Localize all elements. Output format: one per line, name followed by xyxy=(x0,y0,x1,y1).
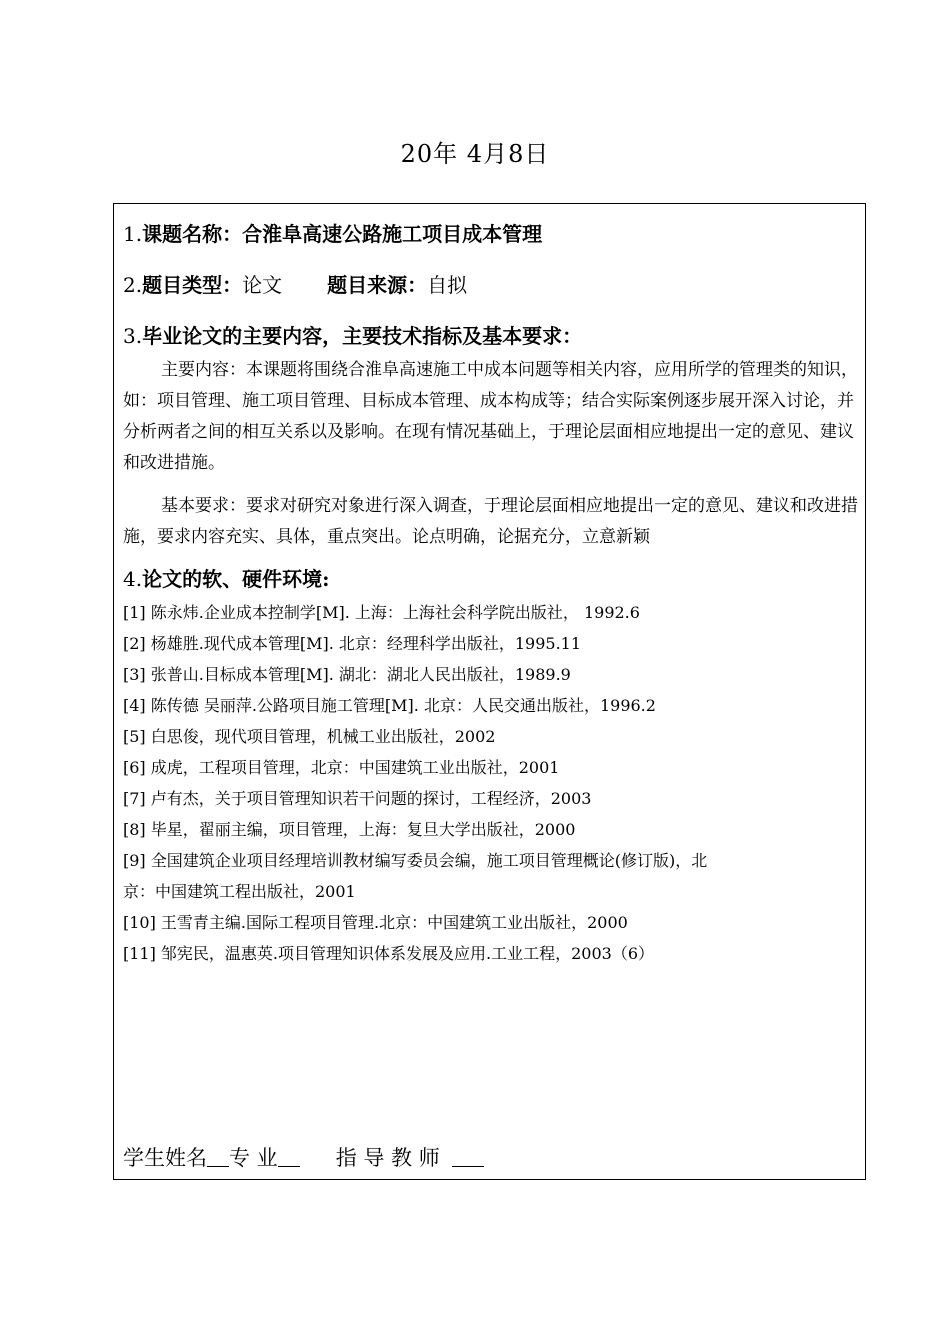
reference-item: [9] 全国建筑企业项目经理培训教材编写委员会编，施工项目管理概论(修订版)，北 xyxy=(123,851,708,870)
advisor-label: 指 导 教 师 xyxy=(335,1146,440,1170)
student-name-label: 学生姓名 xyxy=(123,1146,207,1170)
reference-item: [11] 邹宪民，温惠英.项目管理知识体系发展及应用.工业工程，2003（6） xyxy=(123,944,655,963)
reference-item: [8] 毕星，翟丽主编，项目管理，上海：复旦大学出版社，2000 xyxy=(123,820,576,839)
form-box xyxy=(113,203,866,1180)
section-4-number: 4. xyxy=(123,567,143,591)
major-blank[interactable] xyxy=(278,1144,300,1167)
reference-item: 京：中国建筑工程出版社，2001 xyxy=(123,882,356,901)
advisor-blank[interactable] xyxy=(452,1144,484,1167)
reference-item: [3] 张普山.目标成本管理[M]. 湖北：湖北人民出版社，1989.9 xyxy=(123,665,571,684)
reference-item: [10] 王雪青主编.国际工程项目管理.北京：中国建筑工业出版社，2000 xyxy=(123,913,628,932)
reference-item: [5] 白思俊，现代项目管理，机械工业出版社，2002 xyxy=(123,727,496,746)
section-2-heading xyxy=(123,269,467,298)
major-label: 专 业 xyxy=(229,1146,278,1170)
reference-item: [6] 成虎，工程项目管理，北京：中国建筑工业出版社，2001 xyxy=(123,758,560,777)
section-4-title: 论文的软、硬件环境: xyxy=(142,567,330,591)
topic-source-label: 题目来源： xyxy=(327,273,428,297)
topic-type-value: 论文 xyxy=(242,273,283,297)
reference-item: [7] 卢有杰，关于项目管理知识若干问题的探讨，工程经济，2003 xyxy=(123,789,592,808)
section-1-heading xyxy=(123,218,542,247)
reference-item: [2] 杨雄胜.现代成本管理[M]. 北京：经理科学出版社，1995.11 xyxy=(123,634,582,653)
topic-source-value: 自拟 xyxy=(427,273,468,297)
section-1-number: 1. xyxy=(123,222,143,246)
basic-requirements-paragraph: 基本要求：要求对研究对象进行深入调查，于理论层面相应地提出一定的意见、建议和改进措施，要求内容充实、具体，重点突出。论点明确，论据充分，立意新颖 xyxy=(123,496,858,547)
main-content-paragraph: 主要内容：本课题将围绕合淮阜高速施工中成本问题等相关内容，应用所学的管理类的知识，如：项目管理、施工项目管理、目标成本管理、成本构成等；结合实际案例逐步展开深入讨论，并分析两者之间的相互关系以及影响。在现有情况基础上，于理论层面相应地提出一定的意见、建议和改进措施。 xyxy=(123,360,858,473)
section-2-number: 2. xyxy=(123,273,143,297)
section-3-title: 毕业论文的主要内容，主要技术指标及基本要求： xyxy=(142,324,583,348)
section-3-number: 3. xyxy=(123,324,143,348)
topic-type-label: 题目类型： xyxy=(142,273,243,297)
reference-item: [1] 陈永炜.企业成本控制学[M]. 上海：上海社会科学院出版社， 1992.6 xyxy=(123,603,640,622)
reference-item: [4] 陈传德 吴丽萍.公路项目施工管理[M]. 北京：人民交通出版社，1996.2 xyxy=(123,696,656,715)
section-4-heading xyxy=(123,563,329,592)
section-3-heading xyxy=(123,320,582,349)
date: 20年 4月8日 xyxy=(400,140,550,168)
section-1-title: 课题名称：合淮阜高速公路施工项目成本管理 xyxy=(142,222,543,246)
signature-line xyxy=(123,1142,484,1172)
student-name-blank[interactable] xyxy=(207,1144,229,1167)
reference-list xyxy=(123,597,858,969)
